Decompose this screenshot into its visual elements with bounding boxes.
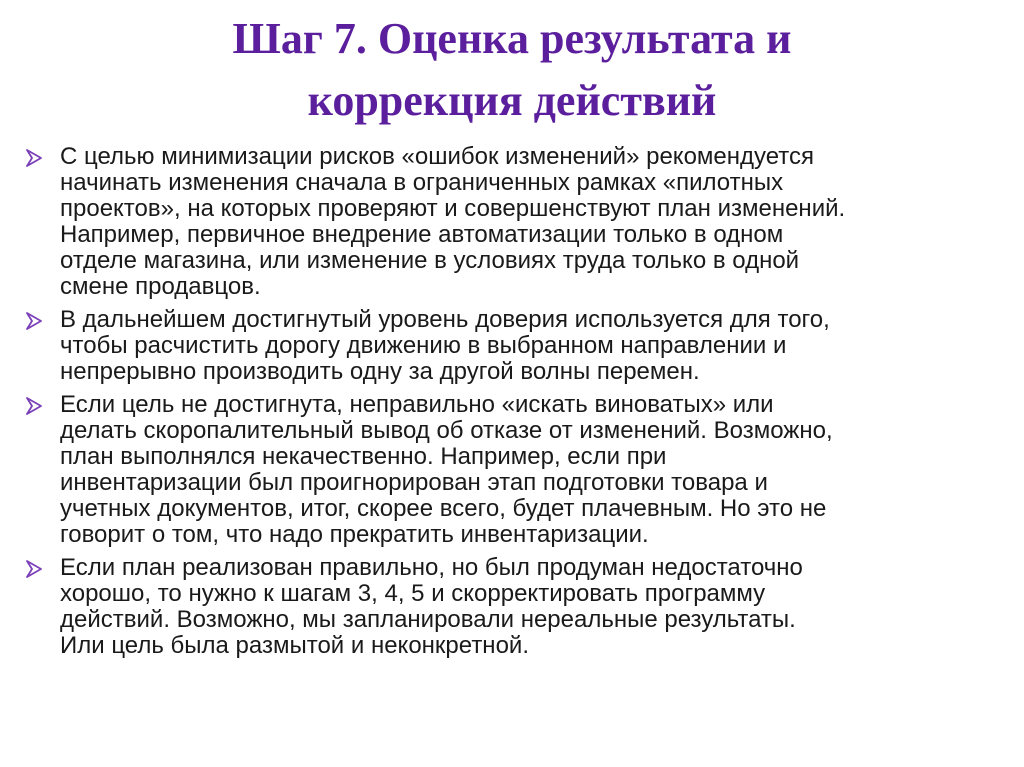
bullet-text: С целью минимизации рисков «ошибок изменений» рекомендуется начинать изменения сначала в ограниченных рамках «пилотных проектов», на которых проверяют и совершенствуют план изменений. Например, первичное внедрение автоматизации только в одном отделе магазина, или изменение в условиях труда только в одной смене продавцов. [60,143,846,300]
bullet-text: Если план реализован правильно, но был продуман недостаточно хорошо, то нужно к шагам 3, 4, 5 и скорректировать программу действий. Возможно, мы запланировали нереальные результаты. Или цель была размытой и неконкретной. [60,554,803,659]
chevron-arrow-right-icon [24,396,44,416]
bullet-text: В дальнейшем достигнутый уровень доверия используется для того, чтобы расчистить дорогу движению в выбранном направлении и непрерывно производить одну за другой волны перемен. [60,306,830,385]
bullet-item [24,392,1004,548]
slide-title-line-2: коррекция действий [307,76,717,125]
chevron-arrow-right-icon [24,311,44,331]
slide-title-line-1: Шаг 7. Оценка результата и [232,14,792,63]
slide-title [90,8,934,132]
bullet-text: Если цель не достигнута, неправильно «искать виноватых» или делать скоропалительный вывод об отказе от изменений. Возможно, план выполнялся некачественно. Например, если при инвентаризации был проигнорирован этап подготовки товара и учетных документов, итог, скорее всего, будет плачевным. Но это не говорит о том, что надо прекратить инвентаризации. [60,391,833,548]
bullet-item [24,144,1004,300]
bullet-item [24,555,1004,659]
bullet-item [24,307,1004,385]
chevron-arrow-right-icon [24,559,44,579]
chevron-arrow-right-icon [24,148,44,168]
bullet-list [24,144,1004,666]
